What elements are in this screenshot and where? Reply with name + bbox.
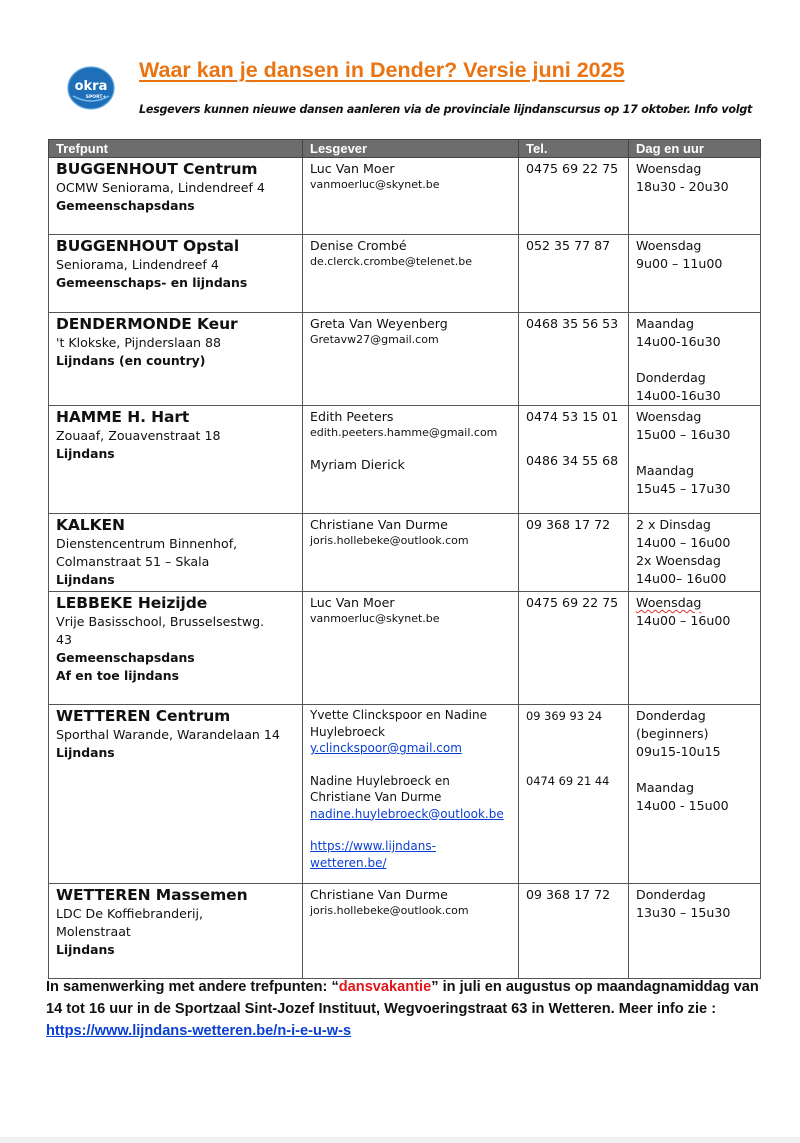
header-lesgever: Lesgever	[303, 140, 519, 158]
place-address: 't Klokske, Pijnderslaan 88	[56, 335, 222, 350]
cell-lesgever	[303, 235, 519, 313]
teacher-email: vanmoerluc@skynet.be	[310, 612, 440, 625]
table-row	[49, 313, 761, 406]
place-address: Colmanstraat 51 – Skala	[56, 554, 210, 569]
cell-tel	[519, 592, 629, 705]
place-address: 43	[56, 632, 73, 647]
place-name: WETTEREN Centrum	[56, 707, 231, 725]
header-trefpunt: Trefpunt	[49, 140, 303, 158]
header-dag-en-uur: Dag en uur	[629, 140, 761, 158]
day: Donderdag	[636, 708, 706, 723]
day: 2x Woensdag	[636, 553, 721, 568]
table-row	[49, 514, 761, 592]
time: 14u00– 16u00	[636, 571, 727, 586]
cell-tel	[519, 313, 629, 406]
place-name: KALKEN	[56, 516, 125, 534]
time: 13u30 – 15u30	[636, 905, 731, 920]
time: 09u15-10u15	[636, 744, 721, 759]
teacher-email: edith.peeters.hamme@gmail.com	[310, 426, 498, 439]
dance-type: Gemeenschapsdans	[56, 198, 195, 213]
cell-trefpunt	[49, 406, 303, 514]
teacher-name: Nadine Huylebroeck en	[310, 773, 450, 788]
day: Woensdag	[636, 595, 702, 610]
place-address: Zouaaf, Zouavenstraat 18	[56, 428, 221, 443]
table-row	[49, 705, 761, 884]
day-note: (beginners)	[636, 726, 709, 741]
teacher-name: Denise Crombé	[310, 238, 407, 253]
table-row	[49, 235, 761, 313]
dance-type: Lijndans	[56, 446, 115, 461]
cell-tel	[519, 406, 629, 514]
footer-link[interactable]: https://www.lijndans-wetteren.be/n-i-e-u-w-s	[46, 1023, 352, 1039]
website-link[interactable]: https://www.lijndans-	[310, 839, 436, 853]
footer-highlight: dansvakantie	[338, 979, 432, 995]
place-name: BUGGENHOUT Centrum	[56, 160, 258, 178]
day: Woensdag	[636, 409, 702, 424]
day: Woensdag	[636, 238, 702, 253]
phone-number: 09 368 17 72	[526, 887, 611, 902]
teacher-email-link[interactable]: nadine.huylebroeck@outlook.be	[310, 806, 504, 821]
phone-number: 0474 53 15 01	[526, 409, 619, 424]
time: 15u45 – 17u30	[636, 481, 731, 496]
header-tel: Tel.	[519, 140, 629, 158]
place-address: LDC De Koffiebranderij,	[56, 906, 204, 921]
website-link[interactable]: wetteren.be/	[310, 855, 387, 870]
dance-type: Lijndans (en country)	[56, 353, 206, 368]
cell-lesgever	[303, 406, 519, 514]
dance-type: Lijndans	[56, 572, 115, 587]
table-row	[49, 406, 761, 514]
teacher-name: Christiane Van Durme	[310, 887, 448, 902]
teacher-name: Huylebroeck	[310, 724, 386, 739]
cell-trefpunt	[49, 158, 303, 235]
footer-text: In samenwerking met andere trefpunten: “	[46, 979, 339, 995]
teacher-email: joris.hollebeke@outlook.com	[310, 904, 469, 917]
cell-lesgever	[303, 514, 519, 592]
teacher-email-link[interactable]: y.clinckspoor@gmail.com	[310, 741, 462, 755]
phone-number: 09 368 17 72	[526, 517, 611, 532]
page-title: Waar kan je dansen in Dender? Versie juni 2025	[139, 58, 625, 82]
place-name: HAMME H. Hart	[56, 408, 190, 426]
cell-tel	[519, 884, 629, 979]
teacher-name: Luc Van Moer	[310, 161, 395, 176]
time: 15u00 – 16u30	[636, 427, 731, 442]
cell-lesgever	[303, 705, 519, 884]
cell-dag-en-uur	[629, 313, 761, 406]
dance-type: Af en toe lijndans	[56, 668, 179, 683]
cell-trefpunt	[49, 313, 303, 406]
teacher-name: Edith Peeters	[310, 409, 394, 424]
phone-number: 0486 34 55 68	[526, 453, 619, 468]
phone-number: 09 369 93 24	[526, 709, 603, 723]
place-address: Dienstencentrum Binnenhof,	[56, 536, 238, 551]
cell-tel	[519, 514, 629, 592]
footer-text: ” in juli en augustus op maandagnamiddag van 14 tot 16 uur in de Sportzaal Sint-Jozef Instituut, Wegvoeringstraat 63 in Wetteren. Meer info zie :	[46, 979, 759, 1017]
time: 9u00 – 11u00	[636, 256, 723, 271]
day: Donderdag	[636, 887, 706, 902]
cell-lesgever	[303, 884, 519, 979]
place-name: BUGGENHOUT Opstal	[56, 237, 240, 255]
day: Maandag	[636, 463, 694, 478]
dance-type: Gemeenschaps- en lijndans	[56, 275, 248, 290]
phone-number: 0475 69 22 75	[526, 161, 619, 176]
cell-dag-en-uur	[629, 406, 761, 514]
time: 14u00 – 16u00	[636, 613, 731, 628]
teacher-name: Christiane Van Durme	[310, 517, 448, 532]
place-name: WETTEREN Massemen	[56, 886, 248, 904]
place-address: Vrije Basisschool, Brusselsestwg.	[56, 614, 265, 629]
cell-dag-en-uur	[629, 592, 761, 705]
day: 2 x Dinsdag	[636, 517, 711, 532]
cell-tel	[519, 705, 629, 884]
time: 14u00-16u30	[636, 388, 721, 403]
teacher-email: joris.hollebeke@outlook.com	[310, 534, 469, 547]
cell-dag-en-uur	[629, 884, 761, 979]
cell-trefpunt	[49, 705, 303, 884]
cell-lesgever	[303, 592, 519, 705]
schedule-table	[48, 139, 761, 979]
table-header-row	[49, 140, 761, 158]
time: 14u00 – 16u00	[636, 535, 731, 550]
day: Maandag	[636, 780, 694, 795]
okra-sport-logo	[67, 66, 115, 110]
time: 14u00 - 15u00	[636, 798, 729, 813]
teacher-email: Gretavw27@gmail.com	[310, 333, 439, 346]
page-subtitle: Lesgevers kunnen nieuwe dansen aanleren via de provinciale lijndanscursus op 17 oktober. Info volgt	[139, 103, 753, 116]
place-name: LEBBEKE Heizijde	[56, 594, 208, 612]
table-row	[49, 884, 761, 979]
cell-dag-en-uur	[629, 235, 761, 313]
time: 14u00-16u30	[636, 334, 721, 349]
place-address: Sporthal Warande, Warandelaan 14	[56, 727, 280, 742]
teacher-email: de.clerck.crombe@telenet.be	[310, 255, 473, 268]
day: Maandag	[636, 316, 694, 331]
time: 18u30 - 20u30	[636, 179, 729, 194]
cell-dag-en-uur	[629, 705, 761, 884]
day: Donderdag	[636, 370, 706, 385]
teacher-name: Myriam Dierick	[310, 457, 405, 472]
phone-number: 052 35 77 87	[526, 238, 611, 253]
cell-lesgever	[303, 158, 519, 235]
cell-dag-en-uur	[629, 158, 761, 235]
phone-number: 0475 69 22 75	[526, 595, 619, 610]
place-address: Molenstraat	[56, 924, 131, 939]
footer-note	[46, 976, 761, 1042]
cell-trefpunt	[49, 884, 303, 979]
dance-type: Lijndans	[56, 942, 115, 957]
cell-trefpunt	[49, 514, 303, 592]
cell-lesgever	[303, 313, 519, 406]
dance-type: Lijndans	[56, 745, 115, 760]
teacher-name: Yvette Clinckspoor en Nadine	[310, 708, 487, 722]
place-name: DENDERMONDE Keur	[56, 315, 238, 333]
table-row	[49, 592, 761, 705]
page-bottom-border	[0, 1137, 800, 1143]
teacher-email: vanmoerluc@skynet.be	[310, 178, 440, 191]
table-row	[49, 158, 761, 235]
cell-dag-en-uur	[629, 514, 761, 592]
phone-number: 0474 69 21 44	[526, 774, 610, 788]
place-address: OCMW Seniorama, Lindendreef 4	[56, 180, 265, 195]
cell-tel	[519, 158, 629, 235]
cell-trefpunt	[49, 235, 303, 313]
teacher-name: Greta Van Weyenberg	[310, 316, 448, 331]
place-address: Seniorama, Lindendreef 4	[56, 257, 219, 272]
cell-trefpunt	[49, 592, 303, 705]
cell-tel	[519, 235, 629, 313]
teacher-name: Christiane Van Durme	[310, 790, 442, 804]
teacher-name: Luc Van Moer	[310, 595, 395, 610]
day: Woensdag	[636, 161, 702, 176]
dance-type: Gemeenschapsdans	[56, 650, 195, 665]
logo-text: okra	[74, 79, 108, 94]
phone-number: 0468 35 56 53	[526, 316, 619, 331]
logo-subtext: SPORT+	[85, 95, 107, 100]
